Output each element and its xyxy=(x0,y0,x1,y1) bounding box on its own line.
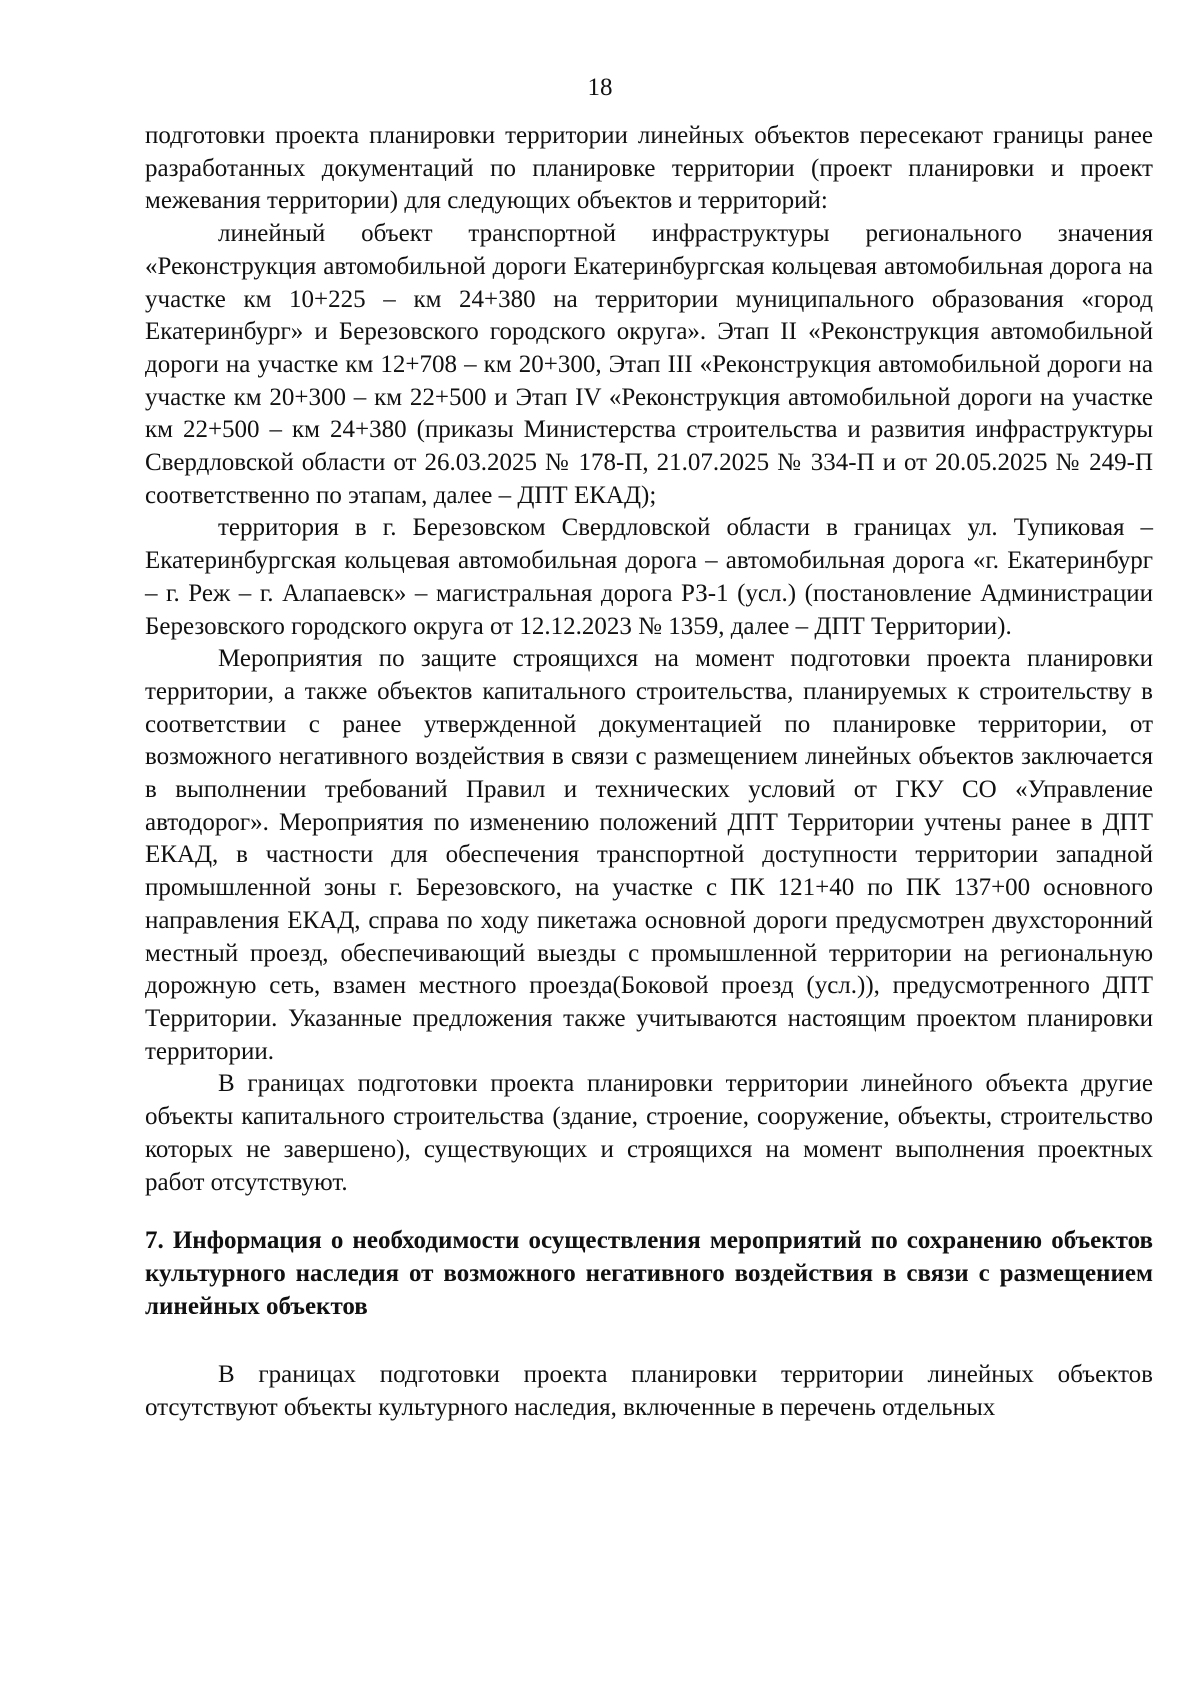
page-number: 18 xyxy=(587,74,613,101)
paragraph-protection-measures: Мероприятия по защите строящихся на момент подготовки проекта планировки территории, а также объектов капитального строительства, планируемых к строительству в соответствии с ранее утвержденной документацией по планировке территории, от возможного негативного воздействия в связи с размещением линейных объектов заключается в выполнении требований Правил и технических условий от ГКУ СО «Управление автодорог». Мероприятия по изменению положений ДПТ Территории учтены ранее в ДПТ ЕКАД, в частности для обеспечения транспортной доступности территории западной промышленной зоны г. Березовского, на участке с ПК 121+40 по ПК 137+00 основного направления ЕКАД, справа по ходу пикетажа основной дороги предусмотрен двухсторонний местный проезд, обеспечивающий выезды с промышленной территории на региональную дорожную сеть, взамен местного проезда(Боковой проезд (усл.)), предусмотренного ДПТ Территории. Указанные предложения также учитываются настоящим проектом планировки территории. xyxy=(145,645,1153,1065)
paragraph-linear-object: линейный объект транспортной инфраструктуры регионального значения «Реконструкция автомобильной дороги Екатеринбургская кольцевая автомобильная дорога на участке км 10+225 – км 24+380 на территории муниципального образования «город Екатеринбург» и Березовского городского округа». Этап II «Реконструкция автомобильной дороги на участке км 12+708 – км 20+300, Этап III «Реконструкция автомобильной дороги на участке км 20+300 – км 22+500 и Этап IV «Реконструкция автомобильной дороги на участке км 22+500 – км 24+380 (приказы Министерства строительства и развития инфраструктуры Свердловской области от 26.03.2025 № 178-П, 21.07.2025 № 334-П и от 20.05.2025 № 249-П соответственно по этапам, далее – ДПТ ЕКАД); xyxy=(145,220,1153,509)
paragraph-territory: территория в г. Березовском Свердловской области в границах ул. Тупиковая – Екатеринбургская кольцевая автомобильная дорога – автомобильная дорога «г. Екатеринбург – г. Реж – г. Алапаевск» – магистральная дорога РЗ-1 (усл.) (постановление Администрации Березовского городского округа от 12.12.2023 № 1359, далее – ДПТ Территории). xyxy=(145,514,1153,640)
paragraph-continuation: подготовки проекта планировки территории линейных объектов пересекают границы ранее разработанных документаций по планировке территории (проект планировки и проект межевания территории) для следующих объектов и территорий: xyxy=(145,122,1153,215)
page-body xyxy=(145,120,1153,1425)
paragraph-cultural-heritage: В границах подготовки проекта планировки территории линейных объектов отсутствуют объекты культурного наследия, включенные в перечень отдельных xyxy=(145,1361,1153,1422)
paragraph-other-objects: В границах подготовки проекта планировки территории линейного объекта другие объекты капитального строительства (здание, строение, сооружение, объекты, строительство которых не завершено), существующих и строящихся на момент выполнения проектных работ отсутствуют. xyxy=(145,1070,1153,1196)
section-heading: 7. Информация о необходимости осуществления мероприятий по сохранению объектов культурного наследия от возможного негативного воздействия в связи с размещением линейных объектов xyxy=(145,1227,1153,1320)
